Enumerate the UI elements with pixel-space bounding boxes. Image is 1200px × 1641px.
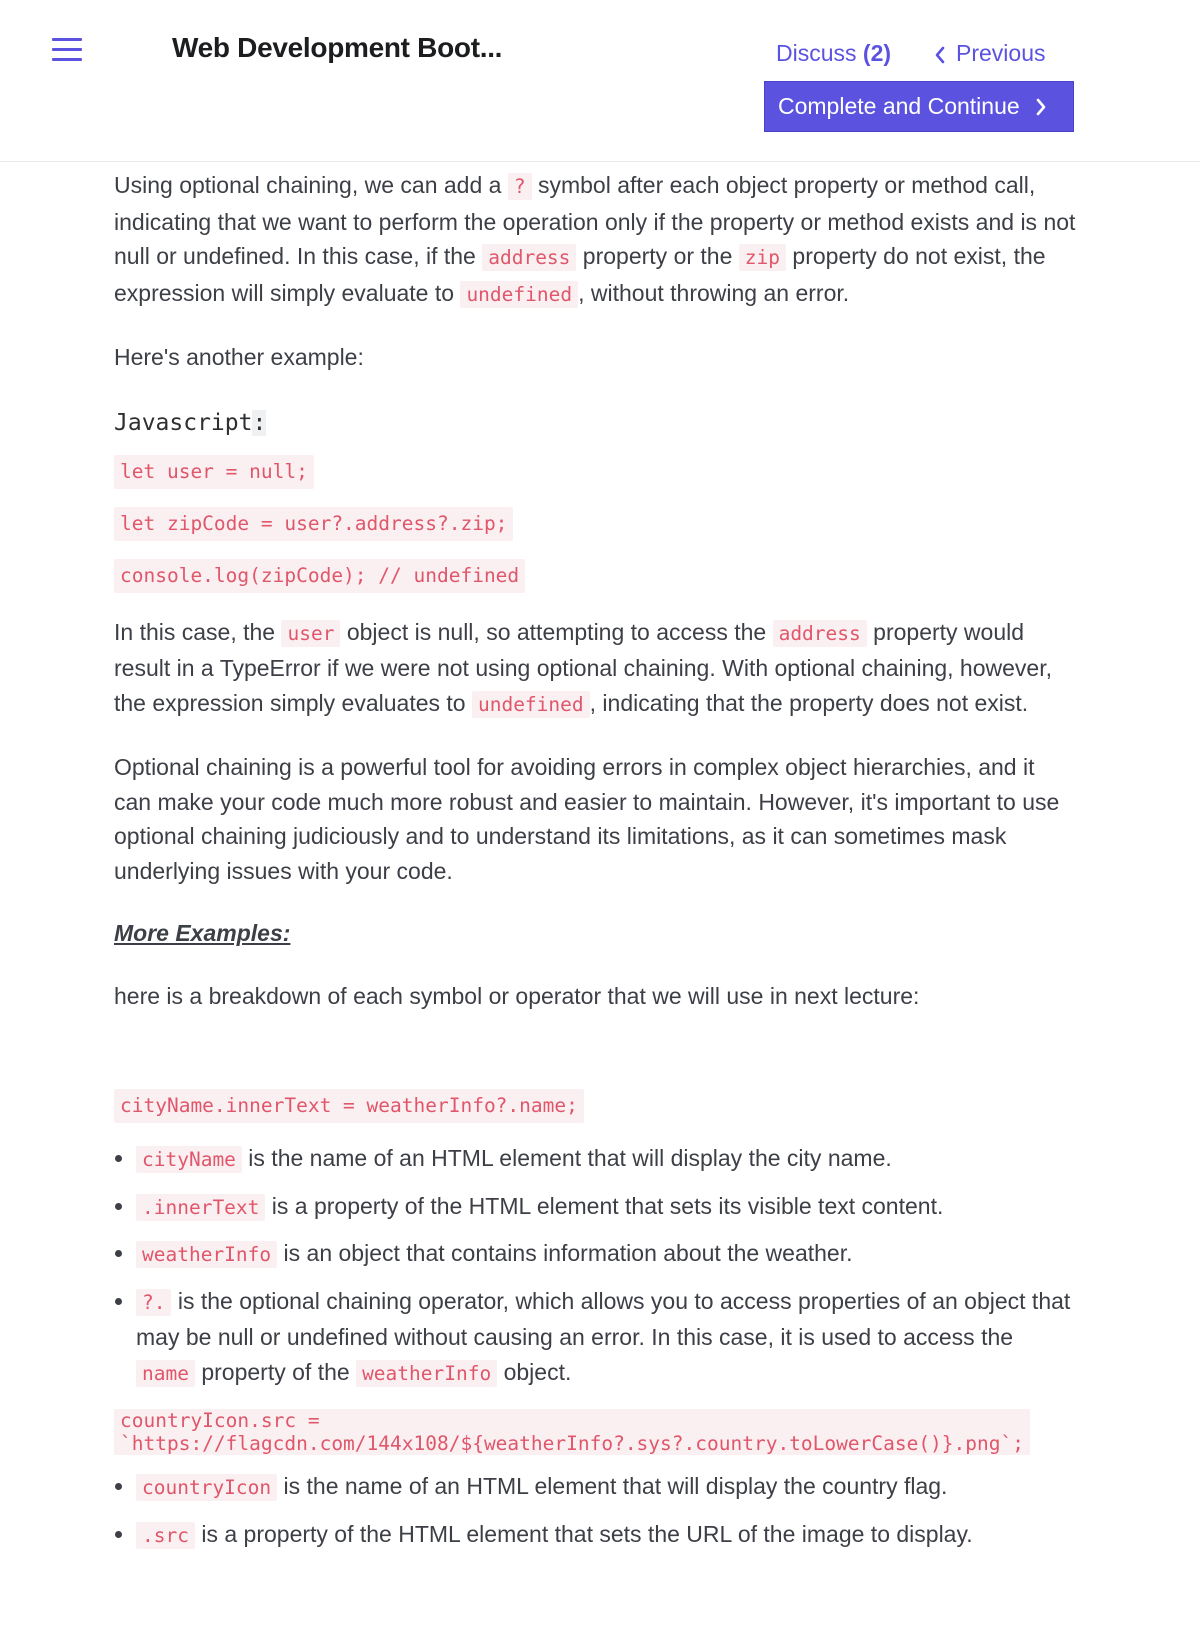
text-span: , indicating that the property does not exist. [589,689,1029,716]
code-line [114,453,1076,489]
complete-label: Complete and Continue [778,93,1020,119]
language-colon: : [252,409,267,436]
inline-code: undefined [472,691,590,718]
inline-code: .innerText [136,1194,265,1221]
language-name: Javascript [114,409,253,436]
paragraph-powerful-tool: Optional chaining is a powerful tool for avoiding errors in complex object hierarchies, and it can make your code much more robust and easier to maintain. However, it's important to use optional chaining judiciously and to understand its limitations, as it can sometimes mask underlying issues with your code. [114,754,1060,884]
previous-link[interactable] [934,40,1045,67]
inline-code: weatherInfo [136,1241,277,1268]
text-span: object. [497,1358,572,1385]
list-item [136,1236,1076,1273]
paragraph-optional-chaining-intro [114,168,1076,312]
paragraph-another-example: Here's another example: [114,344,364,370]
text-span: is the name of an HTML element that will display the country flag. [277,1473,948,1499]
discuss-link[interactable] [776,40,891,67]
example2-code [114,1409,1030,1455]
paragraph-breakdown: here is a breakdown of each symbol or operator that we will use in next lecture: [114,982,920,1009]
text-span: property do not exist, the expression will simply evaluate to [114,243,1046,306]
previous-label: Previous [956,40,1046,66]
text-span: property of the [194,1358,357,1385]
inline-code: user [281,620,340,647]
inline-code: weatherInfo [356,1360,497,1387]
chevron-right-icon [1035,98,1047,116]
code-line-text: let zipCode = user?.address?.zip; [114,507,513,541]
text-span: is a property of the HTML element that sets the URL of the image to display. [194,1520,973,1547]
inline-code: countryIcon [136,1474,277,1501]
list-item [136,1517,1076,1554]
chevron-left-icon [934,46,946,64]
inline-code: name [136,1360,195,1387]
code-line-text: let user = null; [114,455,314,489]
example1-bullet-list [114,1141,1076,1391]
lecture-content [114,168,1076,1567]
code-line-text: console.log(zipCode); // undefined [114,559,525,593]
list-item [136,1284,1076,1392]
inline-code: .src [136,1522,195,1549]
inline-code: address [482,244,576,271]
list-item [136,1469,1076,1506]
text-span: is the name of an HTML element that will display the city name. [241,1145,892,1171]
text-span: In this case, the [114,618,282,645]
list-item [136,1189,1076,1226]
list-item [136,1141,1076,1178]
inline-code: undefined [460,281,578,308]
text-span: is an object that contains information about the weather. [277,1240,853,1266]
complete-and-continue-button[interactable] [764,81,1074,132]
text-span: , without throwing an error. [578,279,850,306]
inline-code: ?. [136,1289,171,1316]
code-language-label [114,403,1076,443]
code-line [114,505,1076,541]
text-span: property would result in a TypeError if we were not using optional chaining. With optional chaining, however, the expression simply evaluates to [114,618,1052,716]
text-span: is a property of the HTML element that sets its visible text content. [265,1192,944,1219]
text-span: is the optional chaining operator, which allows you to access properties of an object that may be null or undefined without causing an error. In this case, it is used to access the [136,1287,1071,1350]
example1-code [114,1087,1076,1123]
text-span: Using optional chaining, we can add a [114,172,508,198]
code-line-text: `https://flagcdn.com/144x108/${weatherInfo?.sys?.country.toLowerCase()}.png`; [120,1432,1024,1455]
code-line [114,557,1076,593]
hamburger-menu-icon[interactable] [52,38,84,64]
lecture-header [0,0,1200,162]
inline-code: cityName [136,1146,242,1173]
discuss-label: Discuss [776,40,857,66]
paragraph-null-user [114,615,1076,723]
text-span: object is null, so attempting to access the [340,618,773,645]
course-title[interactable]: Web Development Boot... [172,32,503,63]
more-examples-heading: More Examples: [114,920,291,946]
code-line-text: countryIcon.src = [120,1409,320,1432]
inline-code: address [773,620,867,647]
inline-code: zip [739,244,786,271]
text-span: property or the [576,243,739,269]
discuss-count: (2) [862,40,892,66]
example2-bullet-list [114,1469,1076,1553]
inline-code: ? [508,173,532,200]
text-span: symbol after each object property or method call, indicating that we want to perform the operation only if the property or method exists and is not null or undefined. In this case, if the [114,172,1076,269]
code-line-text: cityName.innerText = weatherInfo?.name; [114,1089,584,1123]
